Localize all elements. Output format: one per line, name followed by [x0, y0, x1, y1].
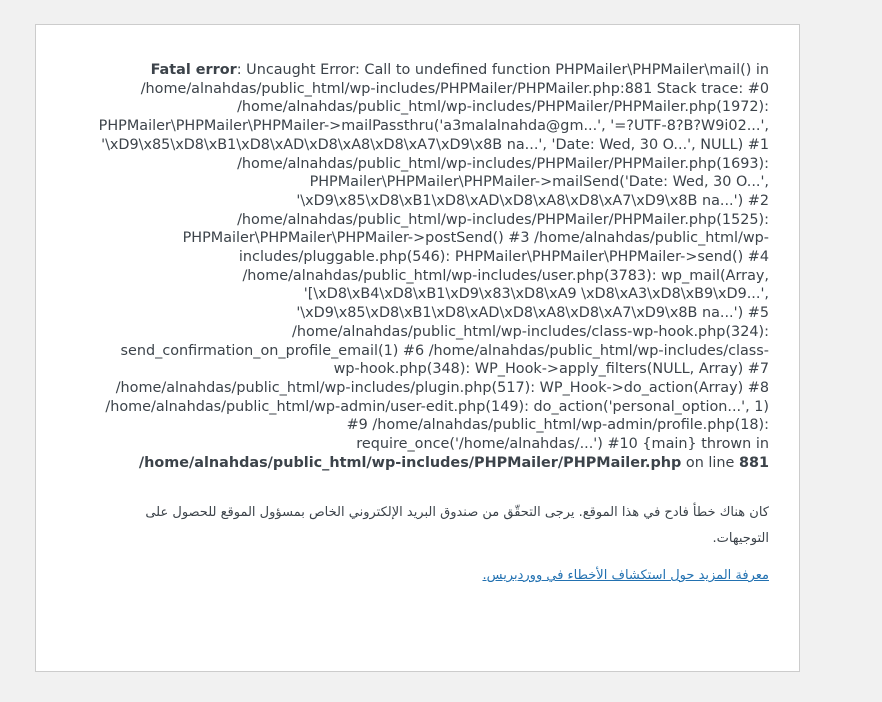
learn-more-link[interactable]: معرفة المزيد حول استكشاف الأخطاء في ووردبريس. [482, 568, 769, 583]
error-text: Uncaught Error: Call to undefined function PHPMailer\PHPMailer\mail() in /home/alnahdas/public_html/wp-includes/PHPMailer/PHPMailer.php:881 Stack trace: #0 /home/alnahdas/public_html/wp-includes/PHPMailer/PHPMailer.php(1972): PHPMailer\PHPMailer\PHPMailer->mailPassthru('a3malalnahda@gm...', '=?UTF-8?B?W9i02...', '\xD9\x85\xD8\xB1\xD8\xAD\xD8\xA8\xD8\xA7\xD9\x8B na...', 'Date: Wed, 30 O...', NULL) #1 /home/alnahdas/public_html/wp-includes/PHPMailer/PHPMailer.php(1693): PHPMailer\PHPMailer\PHPMailer->mailSend('Date: Wed, 30 O...', '\xD9\x85\xD8\xB1\xD8\xAD\xD8\xA8\xD8\xA7\xD9\x8B na...') #2 /home/alnahdas/public_html/wp-includes/PHPMailer/PHPMailer.php(1525): PHPMailer\PHPMailer\PHPMailer->postSend() #3 /home/alnahdas/public_html/wp-includes/pluggable.php(546): PHPMailer\PHPMailer\PHPMailer->send() #4 /home/alnahdas/public_html/wp-includes/user.php(3783): wp_mail(Array, '[\xD8\xB4\xD8\xB1\xD9\x83\xD8\xA9 \xD8\xA3\xD8\xB9\xD9...', '\xD9\x85\xD8\xB1\xD8\xAD\xD8\xA8\xD8\xA7\xD9\x8B na...') #5 /home/alnahdas/public_html/wp-includes/class-wp-hook.php(324): send_confirmation_on_profile_email(1) #6 /home/alnahdas/public_html/wp-includes/class-wp-hook.php(348): WP_Hook->apply_filters(NULL, Array) #7 /home/alnahdas/public_html/wp-includes/plugin.php(517): WP_Hook->do_action(Array) #8 /home/alnahdas/public_html/wp-admin/user-edit.php(149): do_action('personal_option...', 1) #9 /home/alnahdas/public_html/wp-admin/profile.php(18): require_once('/home/alnahdas/...') #10 {main} thrown [98, 62, 769, 453]
error-on-line-text: on line [681, 454, 739, 471]
error-label: Fatal error [150, 62, 237, 78]
error-line-number: 881 [738, 454, 769, 471]
error-panel [35, 24, 800, 672]
error-file-path: /home/alnahdas/public_html/wp-includes/PHPMailer/PHPMailer.php [138, 454, 682, 471]
fatal-error-message [98, 61, 769, 472]
learn-more-paragraph [98, 563, 769, 589]
error-in-text: in [751, 436, 769, 453]
error-separator: : [236, 62, 247, 78]
critical-error-notice: كان هناك خطأ فادح في هذا الموقع. يرجى التحقّق من صندوق البريد الإلكتروني الخاص بمسؤول الموقع للحصول على التوجيهات. [145, 505, 769, 546]
